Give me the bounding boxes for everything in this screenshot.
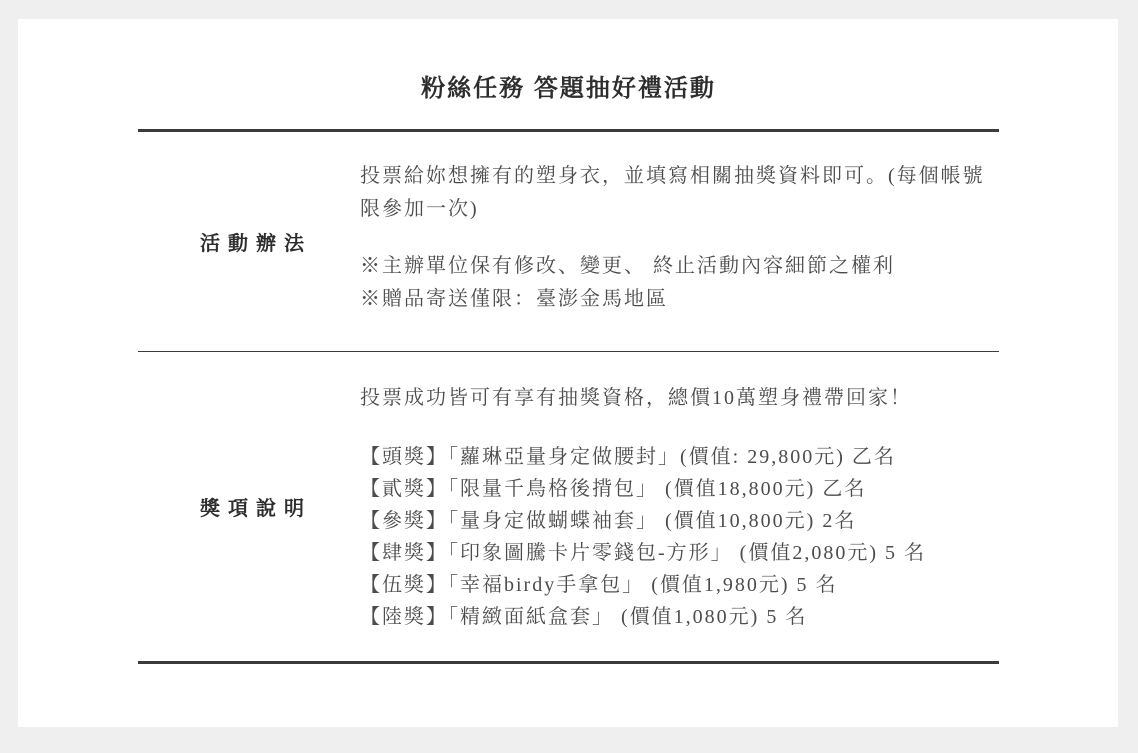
- method-content: [360, 132, 999, 351]
- document-card: [18, 19, 1118, 727]
- row-label-prizes: 獎項說明: [200, 497, 312, 520]
- prize-line-fifth: 【伍獎】「幸福birdy手拿包」 (價值1,980元) 5 名: [360, 573, 838, 596]
- method-paragraph: 投票給妳想擁有的塑身衣，並填寫相關抽獎資料即可。(每個帳號限參加一次): [360, 164, 985, 220]
- table-row-method: [138, 132, 999, 351]
- prize-line-sixth: 【陸獎】「精緻面紙盒套」 (價值1,080元) 5 名: [360, 605, 808, 628]
- method-note: ※主辦單位保有修改、變更、 終止活動內容細節之權利: [360, 254, 895, 277]
- prize-line-first: 【頭獎】「蘿琳亞量身定做腰封」(價值: 29,800元) 乙名: [360, 445, 896, 468]
- rules-table: [138, 129, 999, 664]
- prize-intro: 投票成功皆可有享有抽獎資格，總價10萬塑身禮帶回家！: [360, 386, 912, 409]
- content-sheet: [138, 75, 999, 664]
- prizes-content: [360, 352, 999, 661]
- method-note: ※贈品寄送僅限：臺澎金馬地區: [360, 287, 668, 310]
- prize-line-third: 【參獎】「量身定做蝴蝶袖套」 (價值10,800元) 2名: [360, 509, 857, 532]
- table-row-prizes: [138, 351, 999, 661]
- page-title: 粉絲任務 答題抽好禮活動: [421, 75, 716, 102]
- prize-line-fourth: 【肆獎】「印象圖騰卡片零錢包-方形」 (價值2,080元) 5 名: [360, 541, 926, 564]
- prize-line-second: 【貳獎】「限量千鳥格後揹包」 (價值18,800元) 乙名: [360, 477, 867, 500]
- row-label-method: 活動辦法: [200, 232, 312, 255]
